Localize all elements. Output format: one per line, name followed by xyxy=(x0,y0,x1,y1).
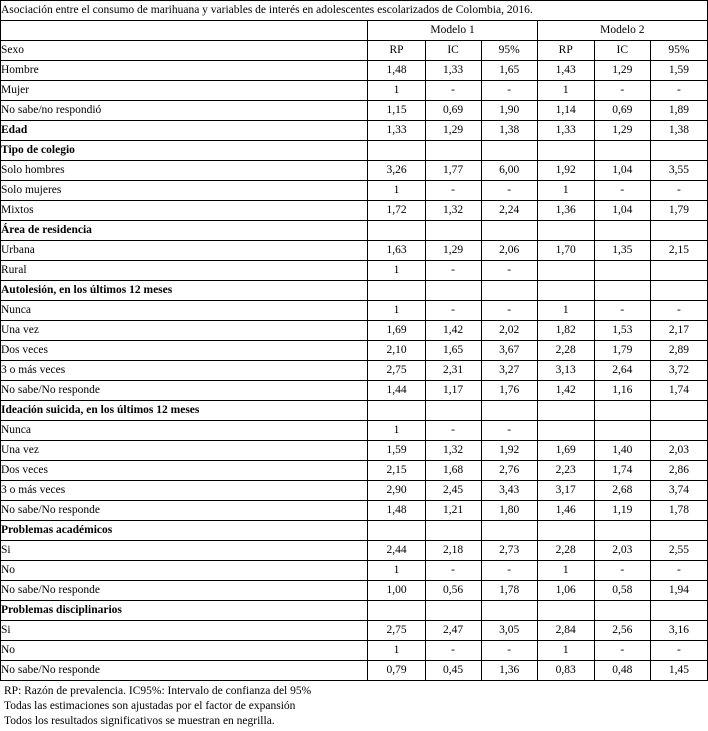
row-value xyxy=(594,141,650,161)
row-value: - xyxy=(481,421,537,441)
row-value xyxy=(481,221,537,241)
table-row-group xyxy=(1,521,708,541)
row-value xyxy=(537,221,594,241)
row-value: 1,43 xyxy=(537,61,594,81)
row-value xyxy=(594,521,650,541)
table-row xyxy=(1,621,708,641)
table-row xyxy=(1,361,708,381)
row-value: 1,29 xyxy=(425,121,481,141)
row-value: - xyxy=(425,641,481,661)
row-value: 1,38 xyxy=(481,121,537,141)
model-header-row xyxy=(1,21,708,41)
row-value: 1,77 xyxy=(425,161,481,181)
row-value: 0,48 xyxy=(594,661,650,681)
row-label: Tipo de colegio xyxy=(1,141,368,161)
row-value: 3,17 xyxy=(537,481,594,501)
note-line-2: Todas las estimaciones son ajustadas por el factor de expansión xyxy=(4,700,296,712)
row-value: 6,00 xyxy=(481,161,537,181)
row-value: 0,69 xyxy=(594,101,650,121)
row-value xyxy=(368,401,425,421)
row-value: 2,28 xyxy=(537,541,594,561)
title-row xyxy=(1,1,708,21)
row-value: 2,75 xyxy=(368,621,425,641)
row-value: 1 xyxy=(537,181,594,201)
table-title: Asociación entre el consumo de marihuana y variables de interés en adolescentes escolarizados de Colombia, 2016. xyxy=(1,1,708,21)
table-row xyxy=(1,321,708,341)
row-value: 1,63 xyxy=(368,241,425,261)
row-label: Mixtos xyxy=(1,201,368,221)
row-value: 1 xyxy=(537,81,594,101)
row-value: - xyxy=(650,641,707,661)
row-value: 1,14 xyxy=(537,101,594,121)
row-value: 1,40 xyxy=(594,441,650,461)
row-value: 1 xyxy=(537,561,594,581)
table-row-group xyxy=(1,401,708,421)
row-value: - xyxy=(594,81,650,101)
row-value: - xyxy=(425,261,481,281)
note-line-3: Todos los resultados significativos se muestran en negrilla. xyxy=(4,715,275,727)
row-label: Mujer xyxy=(1,81,368,101)
row-value xyxy=(594,421,650,441)
row-value xyxy=(650,141,707,161)
table-row xyxy=(1,481,708,501)
row-value: 1 xyxy=(368,301,425,321)
row-value: 1,74 xyxy=(650,381,707,401)
row-value: 1,29 xyxy=(594,61,650,81)
row-label: Una vez xyxy=(1,441,368,461)
row-value: 1,79 xyxy=(594,341,650,361)
row-value: 1,06 xyxy=(537,581,594,601)
row-value: 1,46 xyxy=(537,501,594,521)
row-value: 1,69 xyxy=(537,441,594,461)
row-value: 2,64 xyxy=(594,361,650,381)
row-value: 1,38 xyxy=(650,121,707,141)
row-value: - xyxy=(481,181,537,201)
row-value: 1,78 xyxy=(650,501,707,521)
table-row xyxy=(1,161,708,181)
row-value: 1,74 xyxy=(594,461,650,481)
row-value: 1,42 xyxy=(425,321,481,341)
row-value xyxy=(537,261,594,281)
row-value: 1,36 xyxy=(481,661,537,681)
row-value: 1 xyxy=(368,181,425,201)
table-row xyxy=(1,581,708,601)
row-value: 1,04 xyxy=(594,201,650,221)
row-label: Autolesión, en los últimos 12 meses xyxy=(1,281,368,301)
row-value: 2,55 xyxy=(650,541,707,561)
row-value: 3,27 xyxy=(481,361,537,381)
row-value: 1,89 xyxy=(650,101,707,121)
model-1-header: Modelo 1 xyxy=(368,21,537,41)
row-value: 2,45 xyxy=(425,481,481,501)
row-value xyxy=(650,281,707,301)
row-label: 3 o más veces xyxy=(1,481,368,501)
row-value: 1,90 xyxy=(481,101,537,121)
row-value: 1,33 xyxy=(368,121,425,141)
row-label: Nunca xyxy=(1,301,368,321)
row-label: Problemas académicos xyxy=(1,521,368,541)
row-value xyxy=(650,401,707,421)
row-value: - xyxy=(425,81,481,101)
table-row xyxy=(1,661,708,681)
row-value: 2,31 xyxy=(425,361,481,381)
row-value xyxy=(481,141,537,161)
model-header-blank xyxy=(1,21,368,41)
table-header xyxy=(1,1,708,61)
row-value xyxy=(481,401,537,421)
row-label: Una vez xyxy=(1,321,368,341)
row-label: Solo mujeres xyxy=(1,181,368,201)
row-value: 2,47 xyxy=(425,621,481,641)
row-value: 2,86 xyxy=(650,461,707,481)
table-row xyxy=(1,301,708,321)
row-label: Si xyxy=(1,621,368,641)
row-value: 0,79 xyxy=(368,661,425,681)
row-value: - xyxy=(594,301,650,321)
row-value: 3,74 xyxy=(650,481,707,501)
table-row-group xyxy=(1,601,708,621)
row-value: - xyxy=(594,181,650,201)
row-value: 3,13 xyxy=(537,361,594,381)
row-value xyxy=(650,261,707,281)
row-label: Área de residencia xyxy=(1,221,368,241)
row-value: 1,19 xyxy=(594,501,650,521)
row-value: 1,15 xyxy=(368,101,425,121)
row-label: No sabe/No responde xyxy=(1,581,368,601)
row-value xyxy=(537,601,594,621)
row-value: 1,92 xyxy=(481,441,537,461)
row-value: - xyxy=(425,301,481,321)
row-value: 2,24 xyxy=(481,201,537,221)
row-label: Edad xyxy=(1,121,368,141)
row-value: 1,69 xyxy=(368,321,425,341)
row-value xyxy=(650,601,707,621)
table-body xyxy=(1,61,708,681)
row-label: No sabe/No responde xyxy=(1,661,368,681)
row-value: 2,18 xyxy=(425,541,481,561)
row-value: 2,68 xyxy=(594,481,650,501)
table-row xyxy=(1,461,708,481)
row-value: - xyxy=(650,181,707,201)
row-value xyxy=(368,141,425,161)
row-value xyxy=(650,221,707,241)
row-value: 1,36 xyxy=(537,201,594,221)
row-value: - xyxy=(481,301,537,321)
row-value: 2,44 xyxy=(368,541,425,561)
row-label: Urbana xyxy=(1,241,368,261)
row-value: - xyxy=(650,301,707,321)
row-value: 1,16 xyxy=(594,381,650,401)
table-row-group xyxy=(1,121,708,141)
row-label: Si xyxy=(1,541,368,561)
table-row xyxy=(1,81,708,101)
row-label: No sabe/no respondió xyxy=(1,101,368,121)
row-value: 1,65 xyxy=(425,341,481,361)
row-value: 0,83 xyxy=(537,661,594,681)
row-value: 2,84 xyxy=(537,621,594,641)
row-value: - xyxy=(594,641,650,661)
row-value: 1,48 xyxy=(368,61,425,81)
row-value: 1,82 xyxy=(537,321,594,341)
row-value xyxy=(537,521,594,541)
row-value: 1,59 xyxy=(368,441,425,461)
table-row xyxy=(1,641,708,661)
row-value: 1,48 xyxy=(368,501,425,521)
row-value: 1,21 xyxy=(425,501,481,521)
row-value xyxy=(481,601,537,621)
table-row xyxy=(1,561,708,581)
row-value xyxy=(425,521,481,541)
table-row xyxy=(1,61,708,81)
row-value: 2,23 xyxy=(537,461,594,481)
row-label: Problemas disciplinarios xyxy=(1,601,368,621)
table-row xyxy=(1,241,708,261)
row-value xyxy=(594,401,650,421)
row-value: 1,94 xyxy=(650,581,707,601)
row-value: 1,00 xyxy=(368,581,425,601)
row-value xyxy=(425,141,481,161)
row-value: 1,29 xyxy=(425,241,481,261)
row-value: - xyxy=(481,561,537,581)
row-label: No xyxy=(1,561,368,581)
row-value: 3,67 xyxy=(481,341,537,361)
row-value: 1,92 xyxy=(537,161,594,181)
row-value: 1,80 xyxy=(481,501,537,521)
table-row xyxy=(1,261,708,281)
row-value: 2,28 xyxy=(537,341,594,361)
row-value: 0,45 xyxy=(425,661,481,681)
row-label: Ideación suicida, en los últimos 12 meses xyxy=(1,401,368,421)
row-value xyxy=(368,281,425,301)
row-value: - xyxy=(650,561,707,581)
row-value: 3,16 xyxy=(650,621,707,641)
row-value: 2,15 xyxy=(368,461,425,481)
row-value xyxy=(537,401,594,421)
row-value: 1 xyxy=(368,261,425,281)
table-notes xyxy=(0,681,708,731)
row-value: 1 xyxy=(368,641,425,661)
row-value xyxy=(537,141,594,161)
row-value: - xyxy=(650,81,707,101)
row-value: - xyxy=(425,561,481,581)
row-value xyxy=(481,521,537,541)
row-value xyxy=(368,521,425,541)
row-value: 1,68 xyxy=(425,461,481,481)
row-value: 1 xyxy=(537,641,594,661)
row-value: 1,65 xyxy=(481,61,537,81)
row-value: 0,69 xyxy=(425,101,481,121)
row-value: 1,32 xyxy=(425,201,481,221)
column-header-95-1: 95% xyxy=(481,41,537,61)
row-value: 1,44 xyxy=(368,381,425,401)
column-header-0: Sexo xyxy=(1,41,368,61)
row-value: 2,02 xyxy=(481,321,537,341)
table-row xyxy=(1,441,708,461)
row-label: Nunca xyxy=(1,421,368,441)
row-value: 1,17 xyxy=(425,381,481,401)
column-header-ic-2: IC xyxy=(594,41,650,61)
row-value: 0,56 xyxy=(425,581,481,601)
row-value: 1 xyxy=(537,301,594,321)
row-value: - xyxy=(594,561,650,581)
table-row xyxy=(1,201,708,221)
row-value: 2,56 xyxy=(594,621,650,641)
row-value: 1,35 xyxy=(594,241,650,261)
row-value: 1,32 xyxy=(425,441,481,461)
row-label: Solo hombres xyxy=(1,161,368,181)
row-value xyxy=(425,281,481,301)
row-value: - xyxy=(481,81,537,101)
row-value: 2,10 xyxy=(368,341,425,361)
row-value xyxy=(537,421,594,441)
table-row-group xyxy=(1,221,708,241)
row-value: 1 xyxy=(368,561,425,581)
row-value xyxy=(481,281,537,301)
row-value: 1 xyxy=(368,421,425,441)
row-value: 1,42 xyxy=(537,381,594,401)
row-value xyxy=(650,421,707,441)
row-value: 1,70 xyxy=(537,241,594,261)
table-row xyxy=(1,421,708,441)
row-value: 2,73 xyxy=(481,541,537,561)
row-label: No sabe/No responde xyxy=(1,501,368,521)
row-value xyxy=(594,261,650,281)
row-value xyxy=(594,281,650,301)
row-value: 2,89 xyxy=(650,341,707,361)
row-value xyxy=(537,281,594,301)
row-value: 1,59 xyxy=(650,61,707,81)
table-row xyxy=(1,541,708,561)
row-value: 2,03 xyxy=(650,441,707,461)
table-row xyxy=(1,101,708,121)
table-row-group xyxy=(1,141,708,161)
row-label: 3 o más veces xyxy=(1,361,368,381)
row-value: 1,76 xyxy=(481,381,537,401)
row-label: Rural xyxy=(1,261,368,281)
row-value: 2,76 xyxy=(481,461,537,481)
row-value xyxy=(368,221,425,241)
row-value: 3,26 xyxy=(368,161,425,181)
column-header-rp-2: RP xyxy=(537,41,594,61)
row-value: 1,45 xyxy=(650,661,707,681)
row-label: Hombre xyxy=(1,61,368,81)
row-value: 1,79 xyxy=(650,201,707,221)
row-value xyxy=(425,401,481,421)
table-row xyxy=(1,381,708,401)
row-value: 1,33 xyxy=(425,61,481,81)
row-value: 2,15 xyxy=(650,241,707,261)
column-header-rp-1: RP xyxy=(368,41,425,61)
column-header-row xyxy=(1,41,708,61)
row-value: 1,78 xyxy=(481,581,537,601)
row-value: 2,75 xyxy=(368,361,425,381)
row-value: 3,05 xyxy=(481,621,537,641)
row-value: - xyxy=(425,421,481,441)
column-header-ic-1: IC xyxy=(425,41,481,61)
row-value: 2,90 xyxy=(368,481,425,501)
row-label: No sabe/No responde xyxy=(1,381,368,401)
row-value: 3,43 xyxy=(481,481,537,501)
note-line-1: RP: Razón de prevalencia. IC95%: Intervalo de confianza del 95% xyxy=(4,685,312,697)
table-row xyxy=(1,181,708,201)
row-value xyxy=(594,221,650,241)
column-header-95-2: 95% xyxy=(650,41,707,61)
table-row xyxy=(1,501,708,521)
row-value: 0,58 xyxy=(594,581,650,601)
row-value xyxy=(425,221,481,241)
row-value xyxy=(650,521,707,541)
row-value: 1,53 xyxy=(594,321,650,341)
row-value: 1,04 xyxy=(594,161,650,181)
row-value xyxy=(425,601,481,621)
row-label: No xyxy=(1,641,368,661)
row-value: 1,29 xyxy=(594,121,650,141)
table-row-group xyxy=(1,281,708,301)
row-value: 2,06 xyxy=(481,241,537,261)
row-label: Dos veces xyxy=(1,461,368,481)
row-value: 1,72 xyxy=(368,201,425,221)
row-label: Dos veces xyxy=(1,341,368,361)
row-value: 2,17 xyxy=(650,321,707,341)
row-value: 2,03 xyxy=(594,541,650,561)
row-value xyxy=(368,601,425,621)
row-value: - xyxy=(481,261,537,281)
table-row xyxy=(1,341,708,361)
row-value: 3,72 xyxy=(650,361,707,381)
row-value: 3,55 xyxy=(650,161,707,181)
row-value: 1 xyxy=(368,81,425,101)
row-value: 1,33 xyxy=(537,121,594,141)
row-value xyxy=(594,601,650,621)
model-2-header: Modelo 2 xyxy=(537,21,707,41)
row-value: - xyxy=(481,641,537,661)
row-value: - xyxy=(425,181,481,201)
